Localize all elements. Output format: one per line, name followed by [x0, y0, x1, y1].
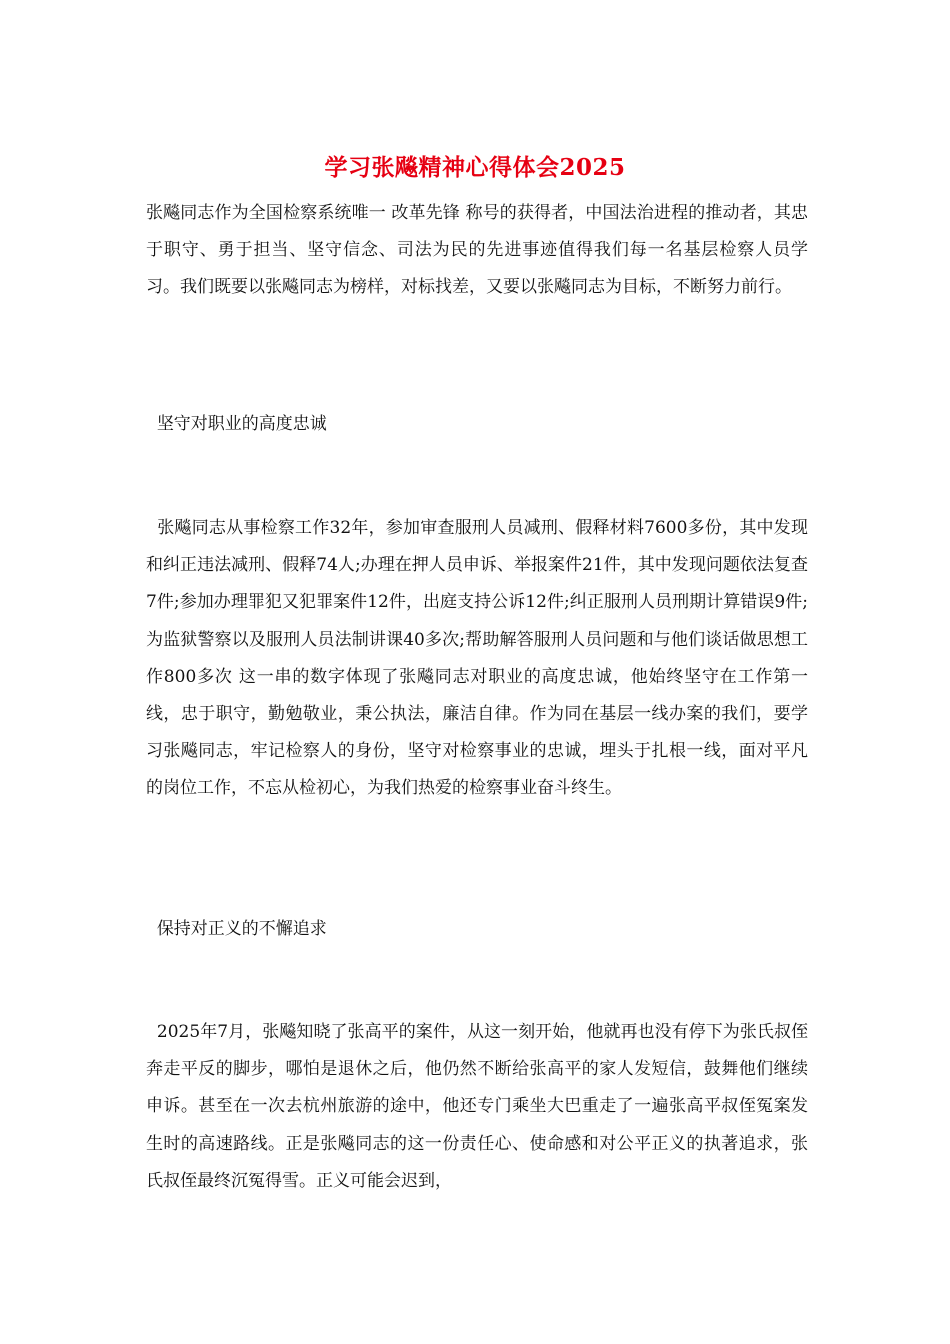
section-body-loyalty: 张飚同志从事检察工作32年，参加审查服刑人员减刑、假释材料7600多份，其中发现和纠正违法减刑、假释74人;办理在押人员申诉、举报案件21件，其中发现问题依法复查7件;参加办理罪犯又犯罪案件12件，出庭支持公诉12件;纠正服刑人员刑期计算错误9件;为监狱警察以及服刑人员法制讲课40多次;帮助解答服刑人员问题和与他们谈话做思想工作800多次 这一串的数字体现了张飚同志对职业的高度忠诚，他始终坚守在工作第一线，忠于职守，勤勉敬业，秉公执法，廉洁自律。作为同在基层一线办案的我们，要学习张飚同志，牢记检察人的身份，坚守对检察事业的忠诚，埋头于扎根一线，面对平凡的岗位工作，不忘从检初心，为我们热爱的检察事业奋斗终生。	[146, 518, 808, 799]
section-heading-justice: 保持对正义的不懈追求	[146, 919, 327, 939]
section-heading-loyalty: 坚守对职业的高度忠诚	[146, 414, 327, 434]
document-title: 学习张飚精神心得体会2025	[324, 154, 626, 181]
section-body-justice: 2025年7月，张飚知晓了张高平的案件，从这一刻开始，他就再也没有停下为张氏叔侄奔走平反的脚步，哪怕是退休之后，他仍然不断给张高平的家人发短信，鼓舞他们继续申诉。甚至在一次去杭州旅游的途中，他还专门乘坐大巴重走了一遍张高平叔侄冤案发生时的高速路线。正是张飚同志的这一份责任心、使命感和对公平正义的执著追求，张氏叔侄最终沉冤得雪。正义可能会迟到，	[146, 1022, 808, 1191]
intro-paragraph: 张飚同志作为全国检察系统唯一 改革先锋 称号的获得者，中国法治进程的推动者，其忠于职守、勇于担当、坚守信念、司法为民的先进事迹值得我们每一名基层检察人员学习。我们既要以张飚同志为榜样，对标找差，又要以张飚同志为目标，不断努力前行。	[146, 203, 808, 298]
